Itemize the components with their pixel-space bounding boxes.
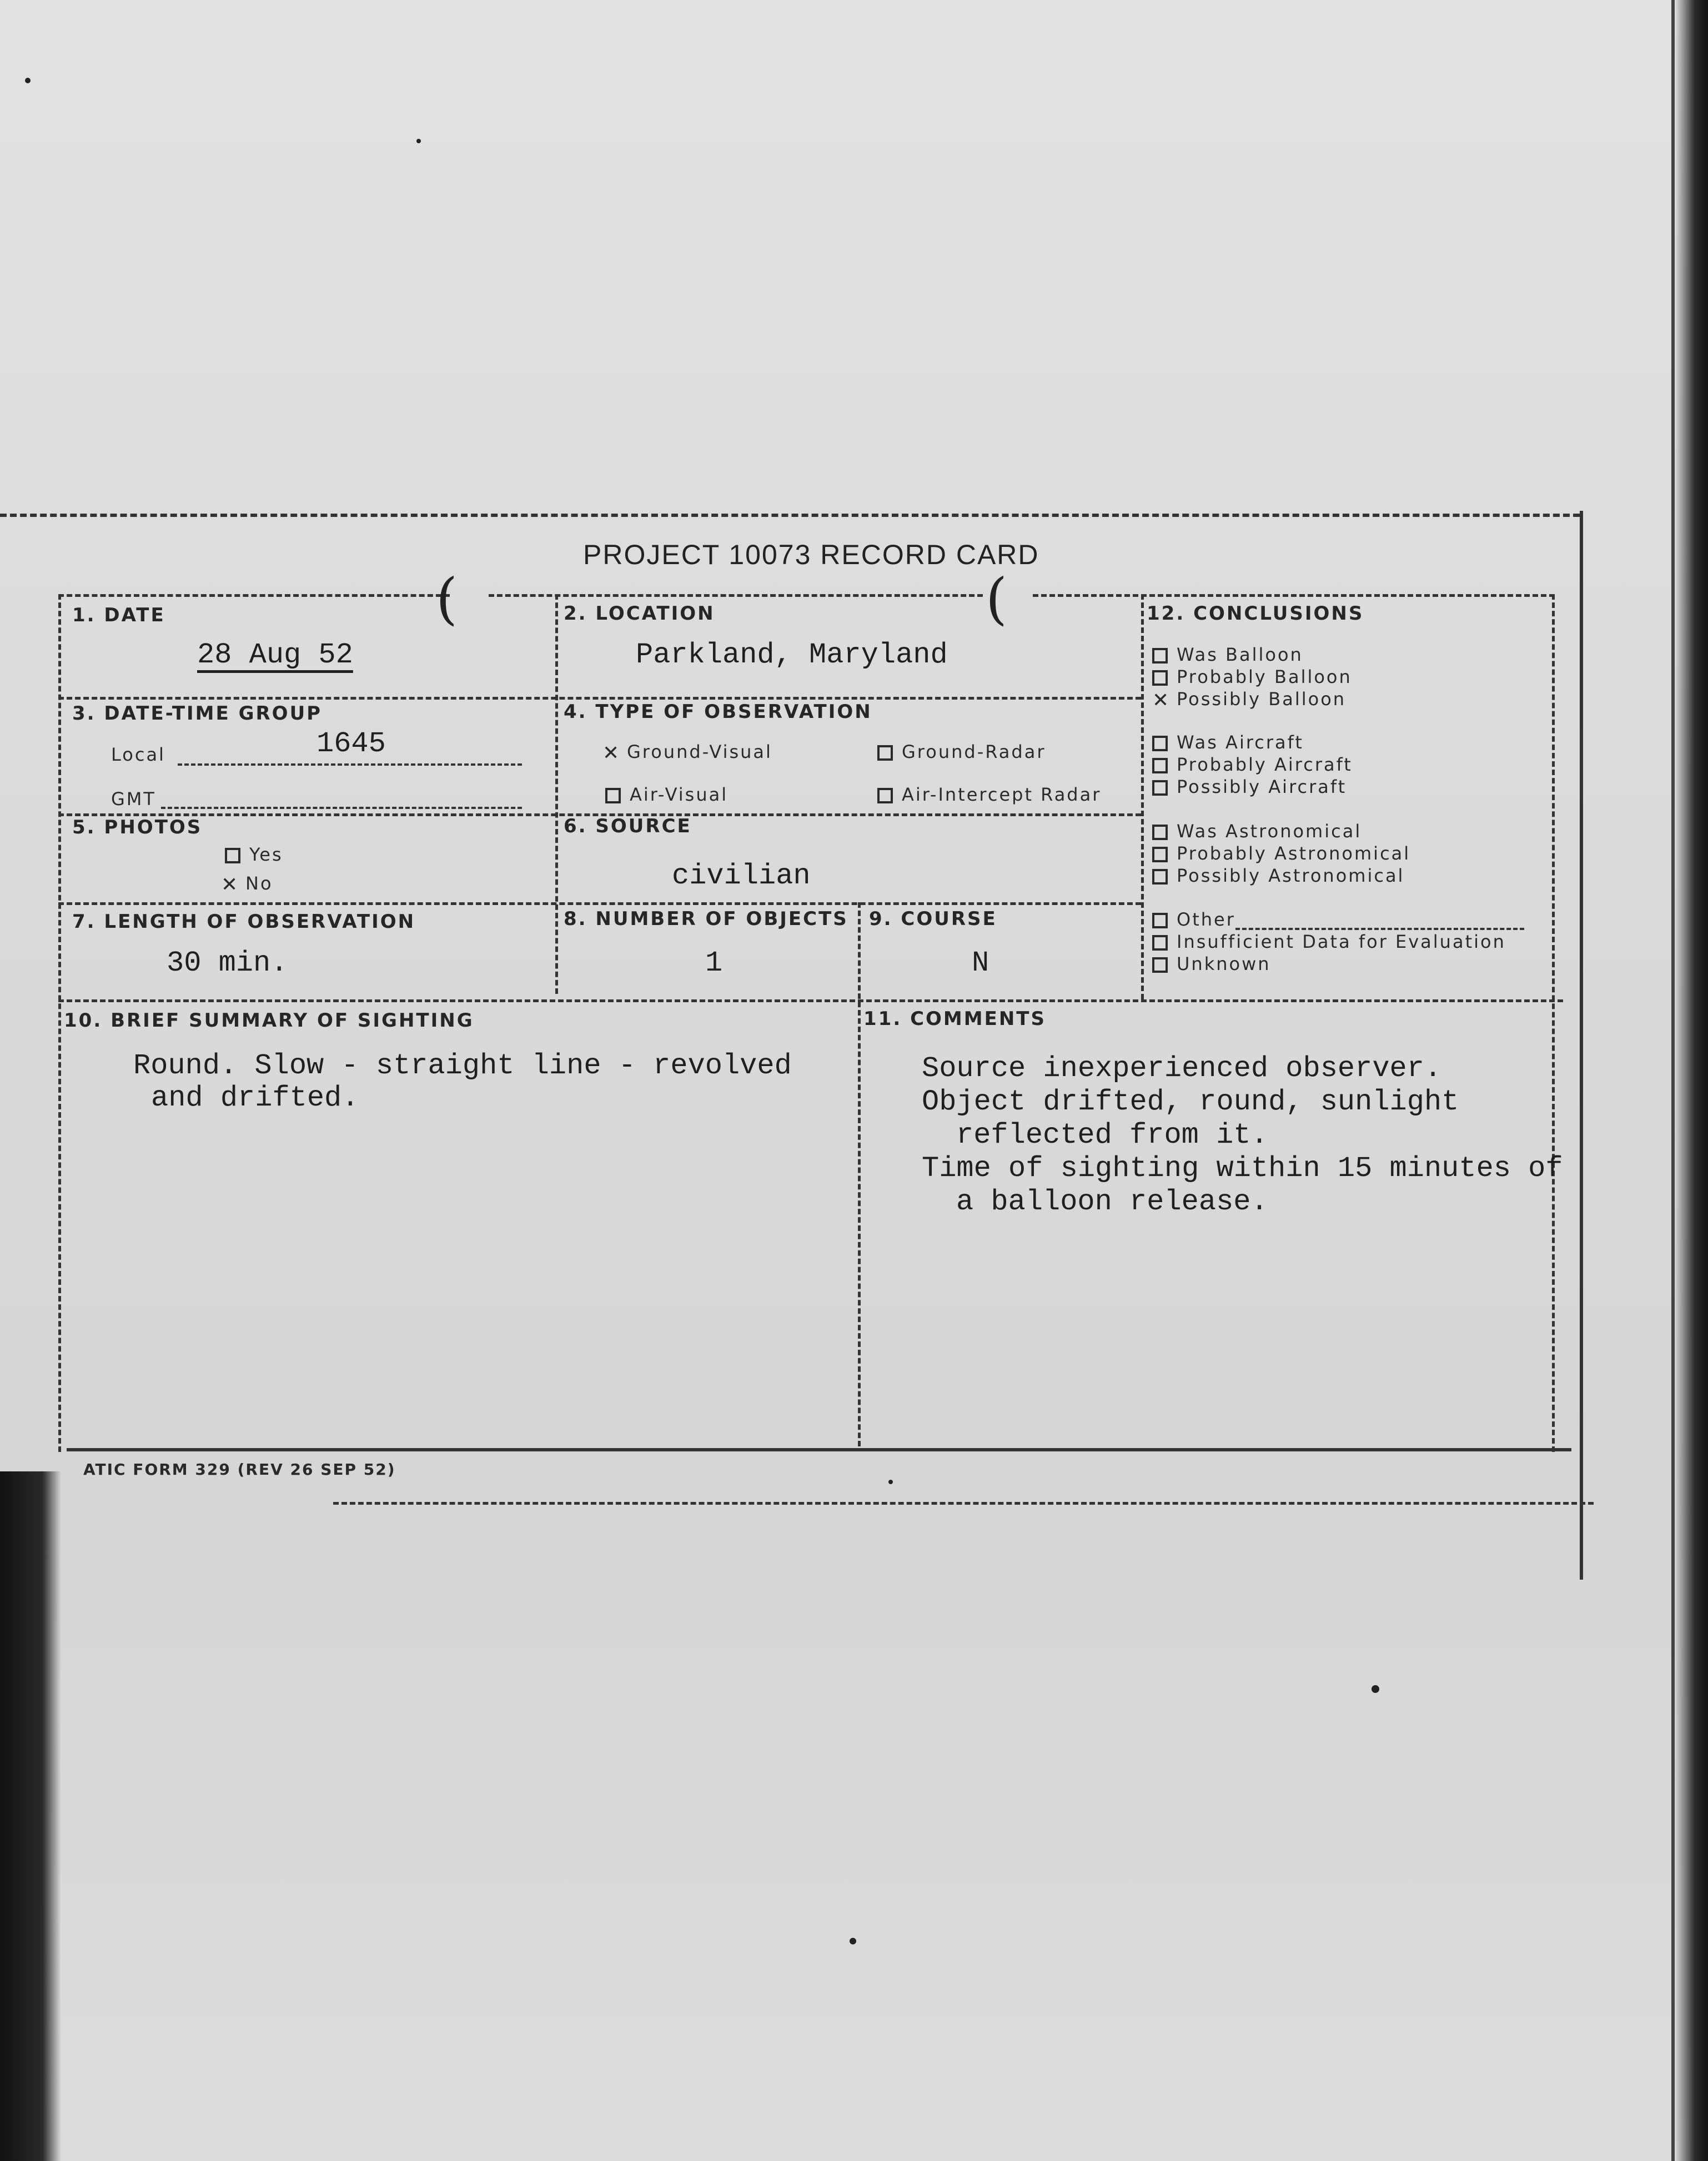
- dark-border-left: [0, 1471, 61, 2161]
- gmt-blank: [161, 787, 522, 809]
- grid-line: [1033, 594, 1555, 597]
- form-title: PROJECT 10073 RECORD CARD: [583, 539, 1039, 570]
- location-value: Parkland, Maryland: [636, 639, 948, 671]
- comments-line: Source inexperienced observer.: [922, 1052, 1442, 1085]
- checkbox-icon: [1152, 935, 1168, 951]
- length-of-observation-value: 30 min.: [167, 947, 288, 979]
- grid-line: [58, 999, 1563, 1002]
- comments-line: reflected from it.: [956, 1119, 1268, 1152]
- checkbox-icon: [1152, 913, 1168, 928]
- grid-line: [555, 594, 558, 994]
- card-right-edge: [1580, 511, 1583, 1580]
- grid-line: [858, 902, 861, 1446]
- conclusion-probably-balloon: Probably Balloon: [1152, 666, 1352, 687]
- checkbox-icon: [1152, 780, 1168, 796]
- course-value: N: [972, 947, 989, 979]
- comments-line: Time of sighting within 15 minutes of: [922, 1152, 1563, 1185]
- grid-line: [58, 902, 1141, 905]
- local-time-label: Local: [111, 744, 165, 765]
- gmt-label: GMT: [111, 788, 156, 810]
- grid-line: [1141, 594, 1144, 999]
- grid-line: [67, 1448, 1571, 1451]
- comments-line: a balloon release.: [956, 1185, 1268, 1218]
- checkbox-icon: [1152, 825, 1168, 840]
- checkbox-icon: [1152, 758, 1168, 773]
- checkbox-icon: [605, 788, 621, 803]
- conclusion-insufficient-data: Insufficient Data for Evaluation: [1152, 931, 1506, 952]
- card-bottom-edge: [333, 1502, 1594, 1505]
- checkbox-icon: [1152, 847, 1168, 862]
- source-label: 6. SOURCE: [564, 815, 692, 837]
- number-of-objects-value: 1: [705, 947, 723, 979]
- checkbox-icon: [1152, 648, 1168, 664]
- summary-line: Round. Slow - straight line - revolved: [133, 1049, 792, 1082]
- length-of-observation-label: 7. LENGTH OF OBSERVATION: [72, 911, 416, 933]
- location-label: 2. LOCATION: [564, 602, 715, 625]
- option-air-intercept-radar: Air-Intercept Radar: [877, 784, 1101, 805]
- dust-speck: [416, 139, 421, 143]
- date-value: 28 Aug 52: [197, 639, 353, 671]
- checkbox-icon: [1152, 957, 1168, 973]
- conclusion-was-astronomical: Was Astronomical: [1152, 821, 1362, 842]
- comments-label: 11. COMMENTS: [863, 1008, 1046, 1030]
- number-of-objects-label: 8. NUMBER OF OBJECTS: [564, 908, 848, 930]
- comments-line: Object drifted, round, sunlight: [922, 1085, 1459, 1118]
- conclusions-label: 12. CONCLUSIONS: [1147, 602, 1364, 625]
- date-time-group-label: 3. DATE-TIME GROUP: [72, 702, 323, 725]
- option-air-visual: Air-Visual: [605, 784, 728, 805]
- checkbox-icon: [1152, 869, 1168, 884]
- conclusion-probably-astronomical: Probably Astronomical: [1152, 843, 1410, 864]
- grid-line: [58, 697, 1141, 700]
- checkbox-icon: [1152, 670, 1168, 686]
- dust-speck: [888, 1480, 893, 1484]
- grid-line: [58, 594, 61, 1452]
- checkbox-icon: [877, 788, 893, 803]
- x-check-icon: ✕: [602, 741, 621, 765]
- grid-line: [489, 594, 983, 597]
- punch-mark: (: [436, 566, 458, 631]
- conclusion-possibly-balloon: ✕ Possibly Balloon: [1152, 688, 1347, 712]
- photos-label: 5. PHOTOS: [72, 816, 203, 838]
- type-of-observation-label: 4. TYPE OF OBSERVATION: [564, 701, 872, 723]
- conclusion-other: Other: [1152, 909, 1524, 930]
- conclusion-was-balloon: Was Balloon: [1152, 644, 1303, 665]
- grid-line: [58, 594, 450, 597]
- conclusion-unknown: Unknown: [1152, 953, 1271, 974]
- conclusion-was-aircraft: Was Aircraft: [1152, 732, 1304, 753]
- date-label: 1. DATE: [72, 604, 165, 626]
- dust-speck: [850, 1938, 856, 1944]
- grid-line: [1552, 594, 1555, 1452]
- checkbox-icon: [225, 848, 240, 863]
- card-top-edge: [0, 514, 1580, 517]
- x-check-icon: ✕: [221, 873, 240, 896]
- form-number-footer: ATIC FORM 329 (REV 26 SEP 52): [83, 1460, 396, 1479]
- option-ground-radar: Ground-Radar: [877, 741, 1046, 762]
- dust-speck: [25, 78, 31, 83]
- checkbox-icon: [877, 745, 893, 761]
- x-check-icon: ✕: [1152, 688, 1171, 712]
- other-blank: [1235, 912, 1524, 930]
- checkbox-icon: [1152, 736, 1168, 751]
- course-label: 9. COURSE: [869, 908, 997, 930]
- photos-no: ✕ No: [221, 873, 273, 896]
- conclusion-possibly-astronomical: Possibly Astronomical: [1152, 865, 1404, 886]
- option-ground-visual: ✕ Ground-Visual: [602, 741, 772, 765]
- dust-speck: [1372, 1685, 1379, 1693]
- photos-yes: Yes: [225, 844, 283, 865]
- summary-line: and drifted.: [151, 1082, 359, 1114]
- paper-edge-line: [1671, 0, 1675, 2161]
- conclusion-possibly-aircraft: Possibly Aircraft: [1152, 776, 1347, 797]
- punch-mark: (: [986, 566, 1008, 631]
- dark-border-right: [1675, 0, 1708, 2161]
- source-value: civilian: [672, 860, 811, 892]
- summary-label: 10. BRIEF SUMMARY OF SIGHTING: [64, 1009, 474, 1032]
- local-time-value: 1645: [317, 727, 386, 760]
- conclusion-probably-aircraft: Probably Aircraft: [1152, 754, 1353, 775]
